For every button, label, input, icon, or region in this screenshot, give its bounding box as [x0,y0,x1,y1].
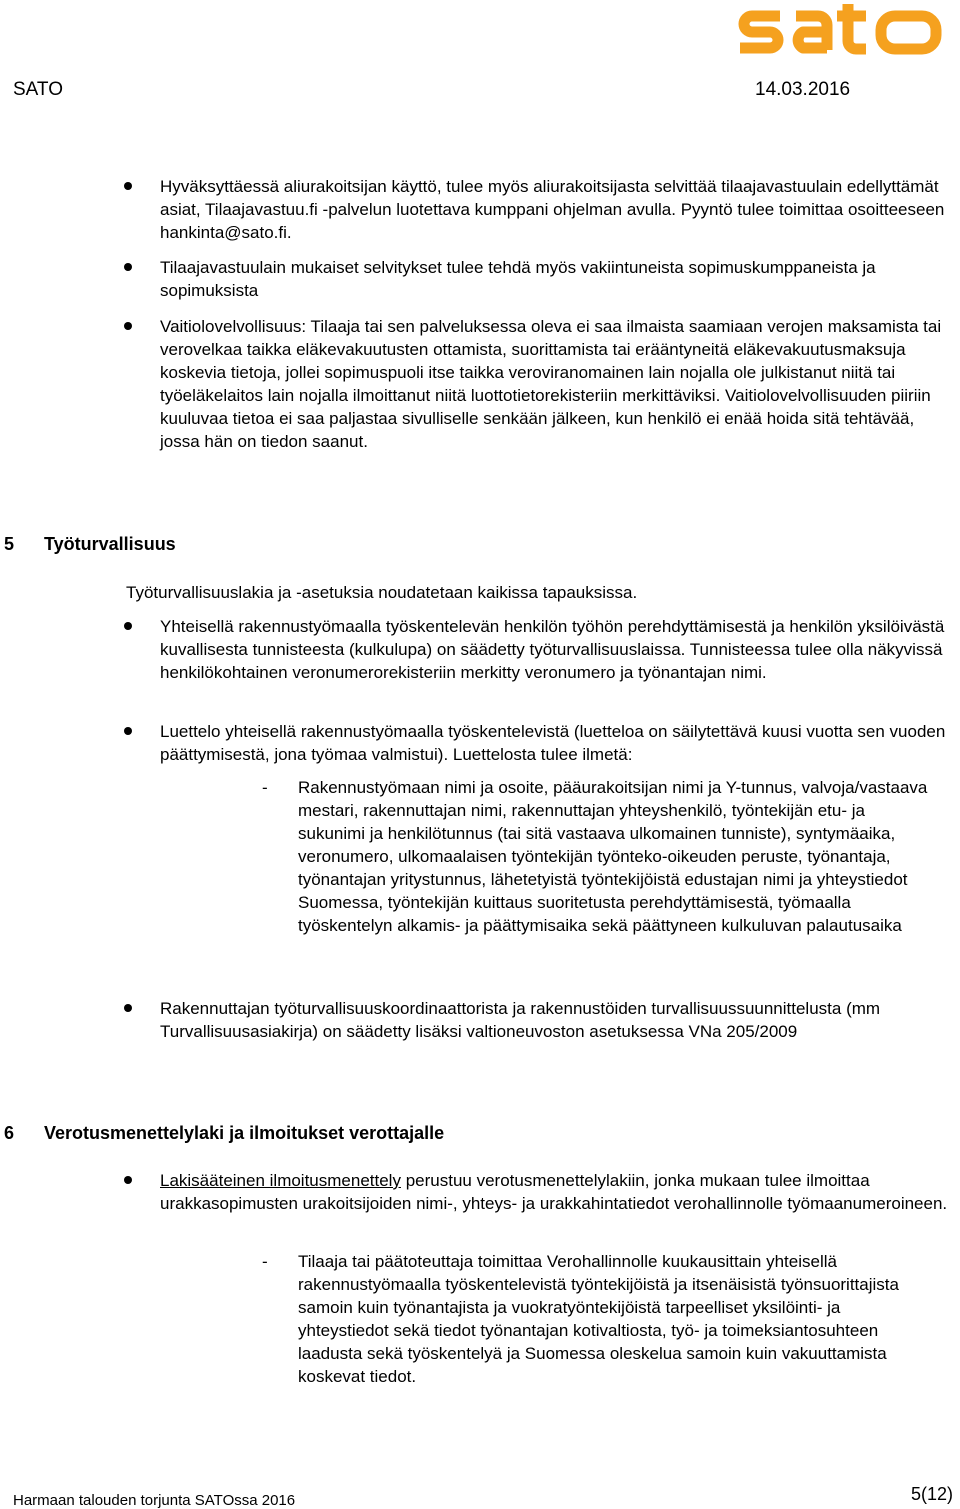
section-5-list-contents: Rakennustyömaan nimi ja osoite, pääurakoitsijan nimi ja Y-tunnus, valvoja/vastaava mestari, rakennuttajan nimi, rakennuttajan yhteyshenkilö, työntekijän etu- ja sukunimi ja henkilötunnus (tai sitä vastaava ulkomainen tunniste), syntymäaika, veronumero, ulkomaalaisen työntekijän työnteko-oikeuden peruste, työnantaja, työnantajan yritystunnus, lähetetyistä työntekijöistä edustajan nimi ja yhteystiedot Suomessa, työntekijän kuittaus suoritetusta perehdyttämisestä, työmaalla työskentelyn alkamis- ja päättymisaika sekä päättyneen kulkuluvan palautusaika [298,778,928,935]
section-6-bullet-text: perustuu verotusmenettelylakiin, jonka mukaan tulee ilmoittaa urakkasopimusten urakoitsijoiden nimi-, yhteys- ja urakkahintatiedot verohallinnolle työmaanumeroineen. [160,1171,948,1213]
footer-page-number: 5(12) [911,1484,954,1504]
bullet-established-partners: Tilaajavastuulain mukaiset selvitykset tulee tehdä myös vakiintuneista sopimuskumppaneista ja sopimuksista [160,258,876,300]
bullet-subcontractor-check: Hyväksyttäessä aliurakoitsijan käyttö, tulee myös aliurakoitsijasta selvittää tilaajavastuulain edellyttämät asiat, Tilaajavastuu.fi -palvelun luotettava kumppani ohjelman avulla. Pyyntö tulee toimittaa osoitteeseen hankinta@sato.fi. [160,177,945,242]
bullet-marker [124,1176,132,1184]
sato-logo-graphic [736,2,946,62]
bullet-marker [124,727,132,735]
bullet-confidentiality: Vaitiolovelvollisuus: Tilaaja tai sen palveluksessa oleva ei saa ilmaista saamiaan verojen maksamista tai verovelkaa taikka eläkevakuutusten ottamista, suorittamista tai erääntyneitä eläkevakuutusmaksuja koskevia tietoja, jollei sopimuspuoli itse taikka veroviranomainen lain nojalla ole julkistanut niitä tai työeläkelaitos lain nojalla ilmoittanut niitä luottotietorekisteriin merkittäviksi. Vaitiolovelvollisuuden piiriin kuuluvaa tietoa ei saa paljastaa sivulliselle senkään jälkeen, kun henkilö ei enää hoida sitä tehtävää, jossa hän on tiedon saanut. [160,317,942,451]
sato-logo [736,2,946,62]
header-date: 14.03.2016 [755,79,851,100]
section-5-intro: Työturvallisuuslakia ja -asetuksia noudatetaan kaikissa tapauksissa. [126,583,638,602]
dash-marker: - [262,778,268,797]
header-company: SATO [13,79,63,100]
bullet-marker [124,263,132,271]
bullet-marker [124,182,132,190]
section-5-bullet-worker-list: Luettelo yhteisellä rakennustyömaalla työskentelevistä (luetteloa on säilytettävä kuusi vuotta sen vuoden päättymisestä, jona työmaa valmistui). Luettelosta tulee ilmetä: [160,722,946,764]
section-6-bullet-reporting [160,1169,950,1215]
section-5-bullet-safety-coordinator: Rakennuttajan työturvallisuuskoordinaattorista ja rakennustöiden turvallisuussuunnittelusta (mm Turvallisuusasiakirja) on säädetty lisäksi valtioneuvoston asetuksessa VNa 205/2009 [160,999,881,1041]
dash-marker: - [262,1252,268,1271]
section-5-number: 5 [4,534,15,554]
bullet-marker [124,622,132,630]
footer-document-title: Harmaan talouden torjunta SATOssa 2016 [13,1492,296,1509]
section-6-title: Verotusmenettelylaki ja ilmoitukset verottajalle [44,1123,445,1143]
section-6-monthly-report: Tilaaja tai päätoteuttaja toimittaa Verohallinnolle kuukausittain yhteisellä rakennustyömaalla työskentelevistä työntekijöistä ja itsenäisistä työnsuorittajista samoin kuin työnantajista ja vuokratyöntekijöistä tarpeelliset yksilöinti- ja yhteystiedot sekä tiedot työnantajan kotivaltiosta, työ- ja toimeksiantosuhteen laadusta sekä työskentelyä ja Suomessa oleskelua samoin kuin vakuuttamista koskevat tiedot. [298,1252,899,1386]
section-6-number: 6 [4,1123,15,1143]
section-5-bullet-induction: Yhteisellä rakennustyömaalla työskentelevän henkilön työhön perehdyttämisestä ja henkilön yksilöivästä kuvallisesta tunnisteesta (kulkulupa) on säädetty työturvallisuuslaissa. Tunnisteessa tulee olla näkyvissä henkilökohtainen veronumerorekisteriin merkitty veronumero ja työnantajan nimi. [160,617,945,682]
bullet-marker [124,1004,132,1012]
statutory-reporting-link[interactable]: Lakisääteinen ilmoitusmenettely [160,1171,401,1190]
section-5-title: Työturvallisuus [44,534,176,554]
bullet-marker [124,322,132,330]
